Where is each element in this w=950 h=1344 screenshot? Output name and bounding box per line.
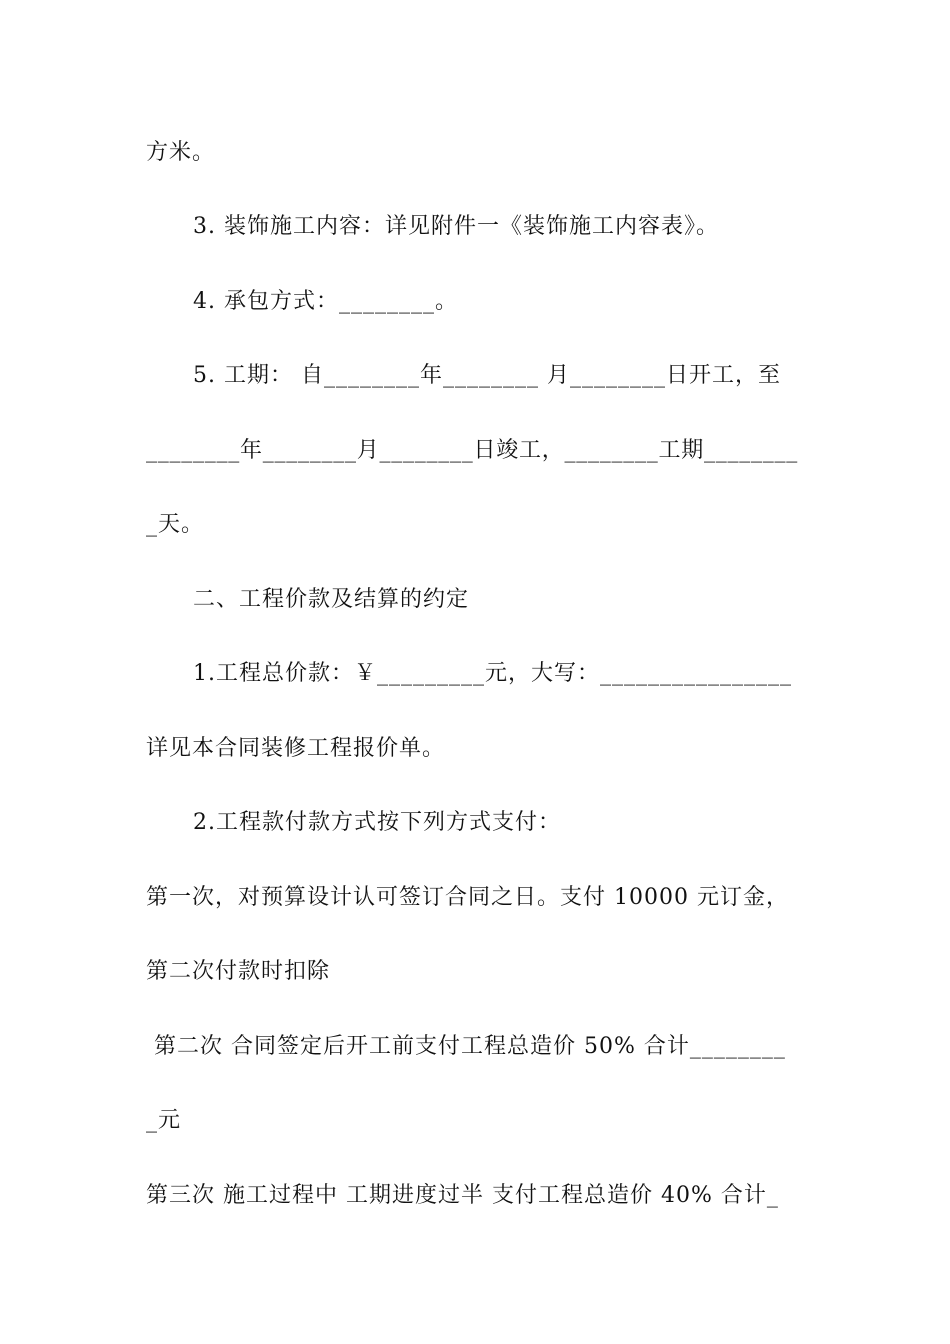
text-line-1: 方米。 — [146, 140, 216, 165]
text-line-15: 第三次 施工过程中 工期进度过半 支付工程总造价 40% 合计_ — [146, 1183, 779, 1208]
section-heading: 二、工程价款及结算的约定 — [193, 587, 470, 612]
text-line-3: 4. 承包方式：________。 — [193, 289, 458, 314]
text-line-9: 详见本合同装修工程报价单。 — [146, 736, 446, 761]
text-line-5: ________年________月________日竣工，________工期________ — [146, 438, 799, 463]
text-line-10: 2.工程款付款方式按下列方式支付： — [193, 810, 561, 835]
text-line-12: 第二次付款时扣除 — [146, 959, 331, 984]
text-line-14: _元 — [146, 1108, 182, 1133]
text-line-8: 1.工程总价款：￥_________元，大写：________________ — [193, 661, 792, 686]
text-line-2: 3. 装饰施工内容：详见附件一《装饰施工内容表》。 — [193, 214, 719, 239]
text-line-11: 第一次，对预算设计认可签订合同之日。支付 10000 元订金， — [146, 885, 789, 910]
text-line-6: _天。 — [146, 512, 205, 537]
text-line-13: 第二次 合同签定后开工前支付工程总造价 50% 合计________ — [146, 1034, 786, 1059]
text-line-4: 5. 工期： 自________年________ 月________日开工，至 — [193, 363, 781, 388]
